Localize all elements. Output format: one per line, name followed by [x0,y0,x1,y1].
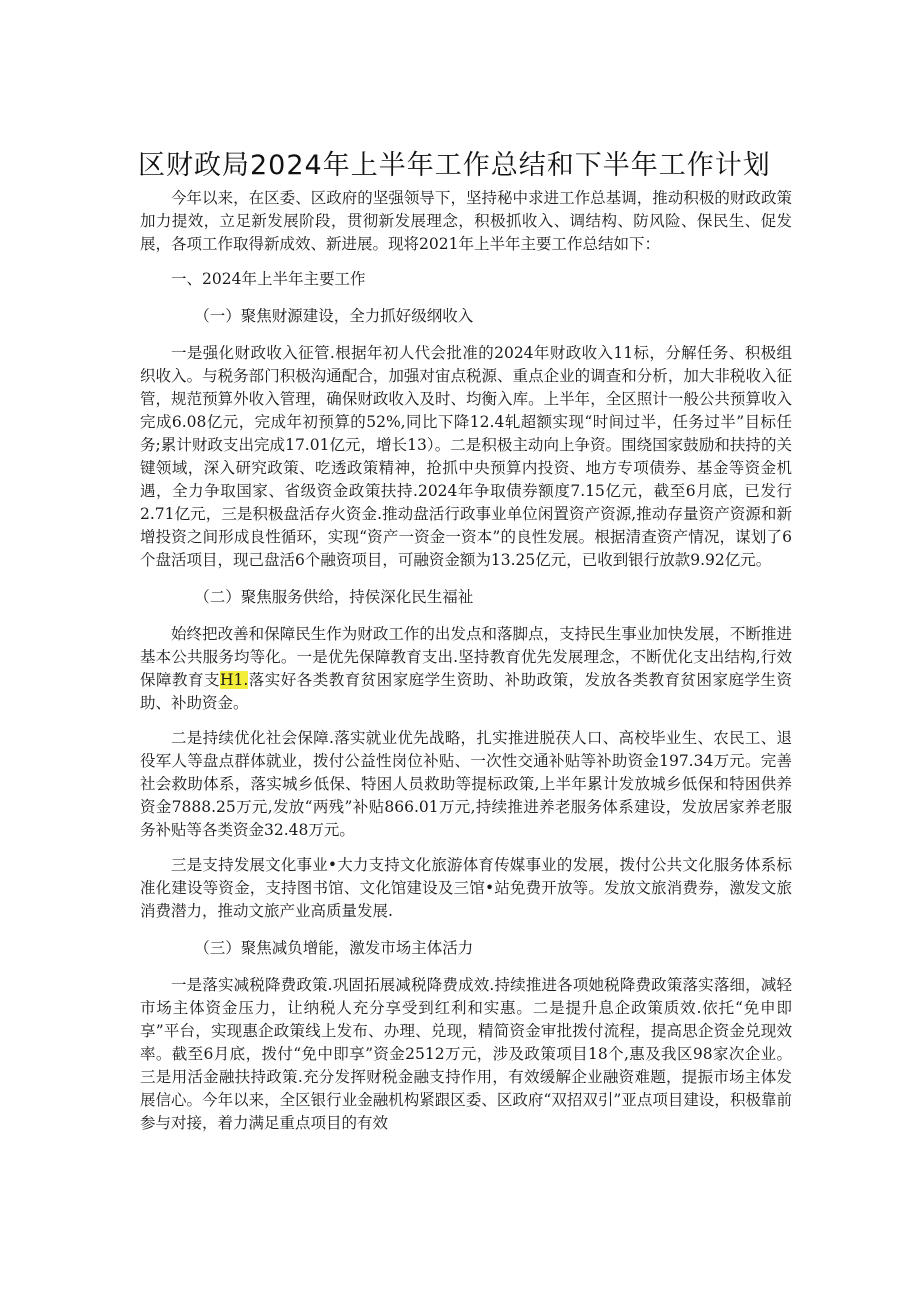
subsection-heading-1: （一）聚焦财源建设，全力抓好级纲收入 [194,307,474,325]
highlighted-text: H1. [219,671,249,689]
subsection-2-paragraph-2: 二是持续优化社会保障.落实就业优先战略，扎实推进脱茯人口、高校毕业生、农民工、退役军人等盘点群体就业，拨付公益性岗位补贴、一次性交通补贴等补助资金197.34万元。完善社会救助体系，落实城乡低保、特困人员救助等提标政策,上半年累计发放城乡低保和特困供养资金7888.25万元,发放“两残”补贴866.01万元,持续推进养老服务体系建设，发放居家养老服务补贴等各类资金32.48万元。 [140,729,792,839]
subsection-2-paragraph-3: 三是支持发展文化事业•大力支持文化旅游体育传媒事业的发展，拨付公共文化服务体系标准化建设等资金，支持图书馆、文化馆建设及三馆•站免费开放等。发放文旅消费券，激发文旅消费潜力，推动文旅产业高质量发展. [140,856,792,920]
subsection-3-paragraph: 一是落实减税降费政策.巩固拓展减税降费成效.持续推进各项她税降费政策落实落细，减轻市场主体资金压力，让纳税人充分享受到红利和实惠。二是提升息企政策质效.依托“免申即享”平台，实现惠企政策线上发布、办理、兑现，精简资金审批拨付流程，提高思企资金兑现效率。截至6月底，拨付“免中即享”资金2512万元，涉及政策项目18个,惠及我区98家次企业。三是用活金融扶持政策.充分发挥财税金融支持作用，有效缓解企业融资难题，提振市场主体发展信心。今年以来，全区银行业金融机构紧跟区委、区政府“双招双引”亚点项目建设，积极靠前参与对接，着力满足重点项目的有效 [140,976,792,1132]
subsection-1-paragraph: 一是强化财政收入征管.根据年初人代会批准的2024年财政收入11标，分解任务、积极组织收入。与税务部门积极沟通配合，加强对宙点税源、重点企业的调查和分析，加大非税收入征管，规范预算外收入管理，确保财政收入及时、均衡入库。上半年，全区照计一般公共预算收入完成6.08亿元，完成年初预算的52%,同比下降12.4轧超额实现“时间过半，任务过半”目标任务;累计财政支出完成17.01亿元，增长13）。二是积极主动向上争资。围绕国家鼓励和扶持的关键领域，深入研究政策、吃透政策精神，抢抓中央预算内投资、地方专项债券、基金等资金机遇，全力争取国家、省级资金政策扶持.2024年争取债券额度7.15亿元，截至6月底，已发行2.71亿元，三是积极盘活存火资金.推动盘活行政事业单位闲置资产资源,推动存量资产资源和新增投资之间形成良性循环，实现“资产一资金一资本”的良性发展。根据清查资产情况，谋划了6个盘活项目，现己盘活6个融资项目，可融资金额为13.25亿元，已收到银行放款9.92亿元。 [140,344,792,569]
subsection-2-paragraph-1 [140,623,792,715]
section-heading-1: 一、2024年上半年主要工作 [171,270,366,288]
document-body [140,187,792,1135]
paragraph-text-before-highlight: 始终把改善和保障民生作为财政工作的出发点和落脚点，支持民生事业加快发展，不断推进基本公共服务均等化。一是优先保障教育支出.坚持教育优先发展理念，不断优化支出结构,行效保障教育支 [140,625,792,689]
intro-paragraph: 今年以来，在区委、区政府的坚强领导下，坚持秘中求进工作总基调，推动积极的财政政策加力提效，立足新发展阶段，贯彻新发展理念，积极抓收入、调结构、防风险、保民生、促发展，各项工作取得新成效、新进展。现将2021年上半年主要工作总结如下： [140,189,792,253]
paragraph-text-after-highlight: 落实好各类教育贫困家庭学生资助、补助政策，发放各类教育贫困家庭学生资助、补助资金。 [140,671,792,712]
subsection-heading-3: （三）聚焦减负增能，激发市场主体活力 [194,939,474,957]
subsection-heading-2: （二）聚焦服务供给，持侯深化民生福祉 [194,588,474,606]
document-title: 区财政局2024年上半年工作总结和下半年工作计划 [138,150,771,181]
